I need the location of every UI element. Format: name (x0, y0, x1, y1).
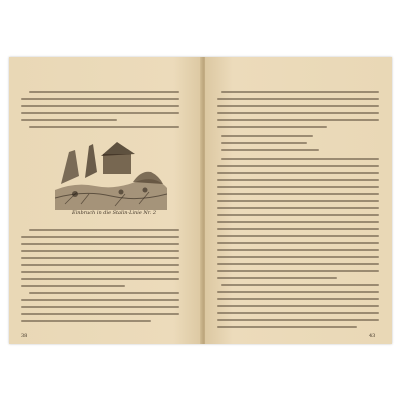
text-line (217, 179, 379, 181)
page-number-left: 38 (21, 333, 28, 339)
text-line (21, 278, 179, 280)
text-line (217, 242, 379, 244)
right-page (205, 57, 392, 344)
text-line (221, 135, 313, 137)
text-line (21, 112, 179, 114)
text-line (217, 263, 379, 265)
text-line (21, 264, 179, 266)
text-line (217, 291, 379, 293)
text-line (29, 126, 179, 128)
text-line (217, 305, 379, 307)
text-line (217, 193, 379, 195)
text-line (29, 91, 179, 93)
text-line (217, 298, 379, 300)
text-line (21, 105, 179, 107)
text-line (217, 98, 379, 100)
text-line (217, 105, 379, 107)
page-number-right: 43 (369, 333, 376, 339)
text-line (217, 277, 337, 279)
text-line (221, 149, 319, 151)
text-line (217, 326, 357, 328)
figure-caption: Einbruch in die Stalin-Linie Nr. 2 (71, 210, 157, 216)
text-line (217, 235, 379, 237)
text-line (21, 236, 179, 238)
text-line (221, 158, 379, 160)
text-line (217, 221, 379, 223)
text-line (21, 285, 125, 287)
text-line (21, 119, 117, 121)
text-line (217, 126, 327, 128)
text-line (217, 119, 379, 121)
text-line (217, 186, 379, 188)
text-line (21, 306, 179, 308)
text-line (217, 214, 379, 216)
text-line (217, 207, 379, 209)
text-line (21, 250, 179, 252)
text-line (29, 229, 179, 231)
text-line (217, 165, 379, 167)
text-line (29, 292, 179, 294)
text-line (21, 271, 179, 273)
text-line (217, 112, 379, 114)
text-line (217, 256, 379, 258)
text-line (21, 98, 179, 100)
text-line (221, 142, 307, 144)
open-book (9, 57, 392, 344)
text-line (217, 270, 379, 272)
text-line (221, 284, 379, 286)
text-line (217, 312, 379, 314)
text-line (217, 200, 379, 202)
battle-illustration (55, 132, 167, 210)
text-line (217, 228, 379, 230)
left-page (9, 57, 202, 344)
text-line (21, 320, 151, 322)
text-line (21, 257, 179, 259)
text-line (217, 172, 379, 174)
text-line (21, 243, 179, 245)
text-line (217, 319, 379, 321)
text-line (21, 299, 179, 301)
text-line (221, 91, 379, 93)
text-line (21, 313, 179, 315)
text-line (217, 249, 379, 251)
